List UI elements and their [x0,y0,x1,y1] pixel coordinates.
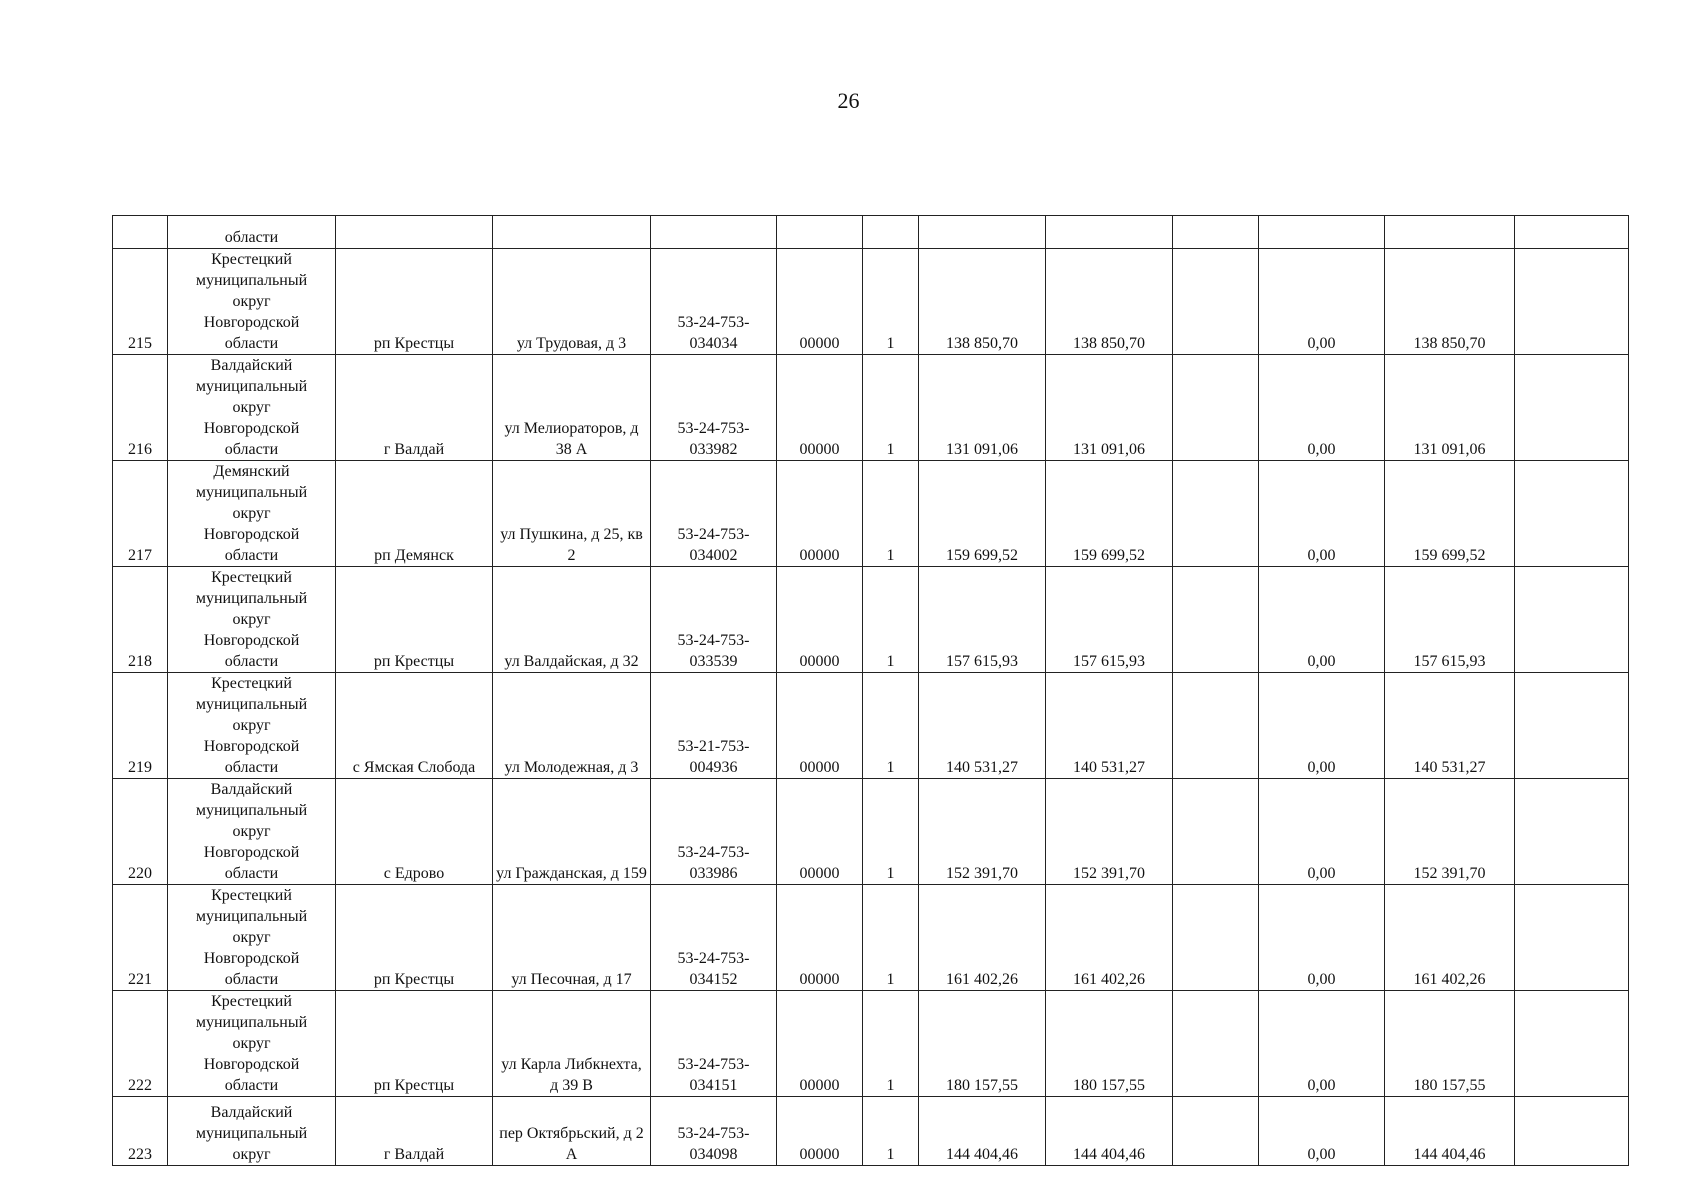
cell-amount-5: 140 531,27 [1385,673,1515,779]
cell-address: ул Мелиораторов, д 38 А [493,355,651,461]
cell-settlement: рп Крестцы [336,567,493,673]
cell-municipality [168,991,336,1097]
cell-code: 00000 [777,1097,863,1166]
cell-amount-3 [1173,216,1259,249]
registry-table [112,215,1629,1166]
table-row [113,567,1629,673]
continuation-row [113,216,1629,249]
cell-municipality [168,885,336,991]
municipality-line: округ [232,399,271,416]
cell-extra [1515,673,1629,779]
cell-address: ул Молодежная, д 3 [493,673,651,779]
cell-amount-3 [1173,779,1259,885]
cell-num: 222 [113,991,168,1097]
municipality-line: муниципальный [195,1014,308,1031]
cell-amount-1: 157 615,93 [919,567,1046,673]
cell-amount-1: 180 157,55 [919,991,1046,1097]
cell-num [113,216,168,249]
cell-amount-1: 152 391,70 [919,779,1046,885]
cell-amount-3 [1173,1097,1259,1166]
cell-amount-4: 0,00 [1259,567,1385,673]
cell-amount-5 [1385,216,1515,249]
cell-settlement: рп Крестцы [336,885,493,991]
cell-count: 1 [863,991,919,1097]
cell-address: ул Трудовая, д 3 [493,249,651,355]
cell-num: 218 [113,567,168,673]
cell-count: 1 [863,461,919,567]
cell-count: 1 [863,567,919,673]
municipality-line: муниципальный [195,484,308,501]
municipality-line: Новгородской [203,844,300,861]
cell-count [863,216,919,249]
table-row [113,885,1629,991]
cell-amount-2: 161 402,26 [1046,885,1173,991]
municipality-line: Крестецкий [211,993,292,1010]
cell-amount-4: 0,00 [1259,461,1385,567]
cell-amount-1: 159 699,52 [919,461,1046,567]
cell-amount-1: 144 404,46 [919,1097,1046,1166]
table-row [113,673,1629,779]
cell-count: 1 [863,885,919,991]
cell-address: ул Карла Либкнехта, д 39 В [493,991,651,1097]
cell-oktmo: 53-21-753-004936 [651,673,777,779]
municipality-line: области [224,865,279,882]
cell-amount-2: 180 157,55 [1046,991,1173,1097]
municipality-line: Валдайский [210,357,293,374]
cell-code: 00000 [777,673,863,779]
municipality-line: Валдайский [210,781,293,798]
cell-oktmo: 53-24-753-034034 [651,249,777,355]
table-row [113,249,1629,355]
cell-amount-2: 157 615,93 [1046,567,1173,673]
cell-amount-2: 131 091,06 [1046,355,1173,461]
cell-oktmo: 53-24-753-033539 [651,567,777,673]
cell-amount-2: 144 404,46 [1046,1097,1173,1166]
cell-amount-3 [1173,885,1259,991]
cell-settlement: рп Демянск [336,461,493,567]
cell-count: 1 [863,1097,919,1166]
cell-extra [1515,991,1629,1097]
cell-amount-1: 140 531,27 [919,673,1046,779]
cell-amount-3 [1173,991,1259,1097]
cell-municipality [168,567,336,673]
cell-municipality [168,1097,336,1166]
municipality-line: области [224,441,279,458]
municipality-line: Валдайский [210,1104,293,1121]
cell-amount-2: 159 699,52 [1046,461,1173,567]
table-row [113,1097,1629,1166]
table-row [113,779,1629,885]
municipality-line: Демянский [213,463,290,480]
municipality-line: округ [232,505,271,522]
municipality-line: муниципальный [195,272,308,289]
municipality-line: области [224,547,279,564]
cell-code: 00000 [777,885,863,991]
cell-oktmo: 53-24-753-033982 [651,355,777,461]
cell-oktmo: 53-24-753-034151 [651,991,777,1097]
cell-num: 216 [113,355,168,461]
cell-num: 215 [113,249,168,355]
cell-municipality [168,779,336,885]
cell-extra [1515,216,1629,249]
cell-count: 1 [863,673,919,779]
municipality-line: Новгородской [203,526,300,543]
municipality-line: округ [232,611,271,628]
cell-extra [1515,885,1629,991]
municipality-line: Крестецкий [211,251,292,268]
cell-amount-5: 138 850,70 [1385,249,1515,355]
page-number: 26 [837,88,860,113]
municipality-line: муниципальный [195,1125,308,1142]
municipality-line: муниципальный [195,802,308,819]
municipality-line: округ [232,1035,271,1052]
municipality-line: муниципальный [195,908,308,925]
cell-code: 00000 [777,779,863,885]
cell-municipality [168,249,336,355]
cell-amount-3 [1173,355,1259,461]
municipality-line: муниципальный [195,590,308,607]
cell-address: ул Пушкина, д 25, кв 2 [493,461,651,567]
cell-municipality [168,461,336,567]
table-row [113,355,1629,461]
cell-amount-5: 144 404,46 [1385,1097,1515,1166]
cell-num: 223 [113,1097,168,1166]
cell-amount-1: 131 091,06 [919,355,1046,461]
cell-amount-2: 140 531,27 [1046,673,1173,779]
cell-settlement [336,216,493,249]
municipality-line: Новгородской [203,314,300,331]
cell-amount-5: 159 699,52 [1385,461,1515,567]
municipality-line: Крестецкий [211,569,292,586]
registry-body [113,216,1629,1166]
cell-code: 00000 [777,355,863,461]
cell-amount-4: 0,00 [1259,885,1385,991]
cell-settlement: г Валдай [336,1097,493,1166]
cell-code: 00000 [777,461,863,567]
cell-settlement: рп Крестцы [336,249,493,355]
cell-amount-4: 0,00 [1259,1097,1385,1166]
cell-amount-1: 138 850,70 [919,249,1046,355]
cell-amount-3 [1173,567,1259,673]
cell-address: ул Гражданская, д 159 [493,779,651,885]
cell-settlement: с Едрово [336,779,493,885]
cell-code [777,216,863,249]
cell-settlement: рп Крестцы [336,991,493,1097]
municipality-line: Новгородской [203,950,300,967]
cell-extra [1515,249,1629,355]
cell-amount-5: 131 091,06 [1385,355,1515,461]
cell-count: 1 [863,249,919,355]
cell-settlement: г Валдай [336,355,493,461]
municipality-line: округ [232,717,271,734]
cell-address [493,216,651,249]
cell-amount-4: 0,00 [1259,355,1385,461]
municipality-line: Крестецкий [211,887,292,904]
cell-amount-5: 157 615,93 [1385,567,1515,673]
table-row [113,461,1629,567]
cell-extra [1515,355,1629,461]
cell-amount-3 [1173,673,1259,779]
cell-amount-1: 161 402,26 [919,885,1046,991]
municipality-line: муниципальный [195,696,308,713]
cell-amount-4 [1259,216,1385,249]
cell-num: 221 [113,885,168,991]
municipality-line: области [224,653,279,670]
cell-extra [1515,461,1629,567]
municipality-line: Новгородской [203,1056,300,1073]
cell-extra [1515,1097,1629,1166]
cell-num: 220 [113,779,168,885]
cell-count: 1 [863,779,919,885]
cell-amount-3 [1173,249,1259,355]
cell-municipality: области [168,216,336,249]
cell-amount-5: 152 391,70 [1385,779,1515,885]
municipality-line: области [224,1077,279,1094]
municipality-line: Новгородской [203,738,300,755]
cell-num: 219 [113,673,168,779]
cell-amount-2: 138 850,70 [1046,249,1173,355]
cell-amount-4: 0,00 [1259,673,1385,779]
cell-code: 00000 [777,249,863,355]
cell-amount-4: 0,00 [1259,249,1385,355]
cell-settlement: с Ямская Слобода [336,673,493,779]
cell-amount-1 [919,216,1046,249]
cell-extra [1515,567,1629,673]
municipality-line: области [224,335,279,352]
cell-amount-5: 180 157,55 [1385,991,1515,1097]
cell-extra [1515,779,1629,885]
cell-municipality [168,355,336,461]
cell-count: 1 [863,355,919,461]
cell-address: ул Песочная, д 17 [493,885,651,991]
municipality-line: области [224,759,279,776]
cell-oktmo [651,216,777,249]
cell-oktmo: 53-24-753-034152 [651,885,777,991]
cell-amount-4: 0,00 [1259,779,1385,885]
cell-amount-4: 0,00 [1259,991,1385,1097]
cell-address: пер Октябрьский, д 2 А [493,1097,651,1166]
municipality-line: Новгородской [203,632,300,649]
cell-amount-2: 152 391,70 [1046,779,1173,885]
cell-amount-2 [1046,216,1173,249]
table-row [113,991,1629,1097]
municipality-line: округ [232,823,271,840]
cell-municipality [168,673,336,779]
municipality-line: Новгородской [203,420,300,437]
municipality-line: округ [232,1146,271,1163]
cell-oktmo: 53-24-753-034098 [651,1097,777,1166]
cell-oktmo: 53-24-753-034002 [651,461,777,567]
municipality-line: округ [232,929,271,946]
municipality-line: области [224,971,279,988]
cell-num: 217 [113,461,168,567]
municipality-line: округ [232,293,271,310]
cell-amount-3 [1173,461,1259,567]
cell-code: 00000 [777,567,863,673]
cell-address: ул Валдайская, д 32 [493,567,651,673]
cell-code: 00000 [777,991,863,1097]
cell-oktmo: 53-24-753-033986 [651,779,777,885]
municipality-line: муниципальный [195,378,308,395]
municipality-line: Крестецкий [211,675,292,692]
cell-amount-5: 161 402,26 [1385,885,1515,991]
